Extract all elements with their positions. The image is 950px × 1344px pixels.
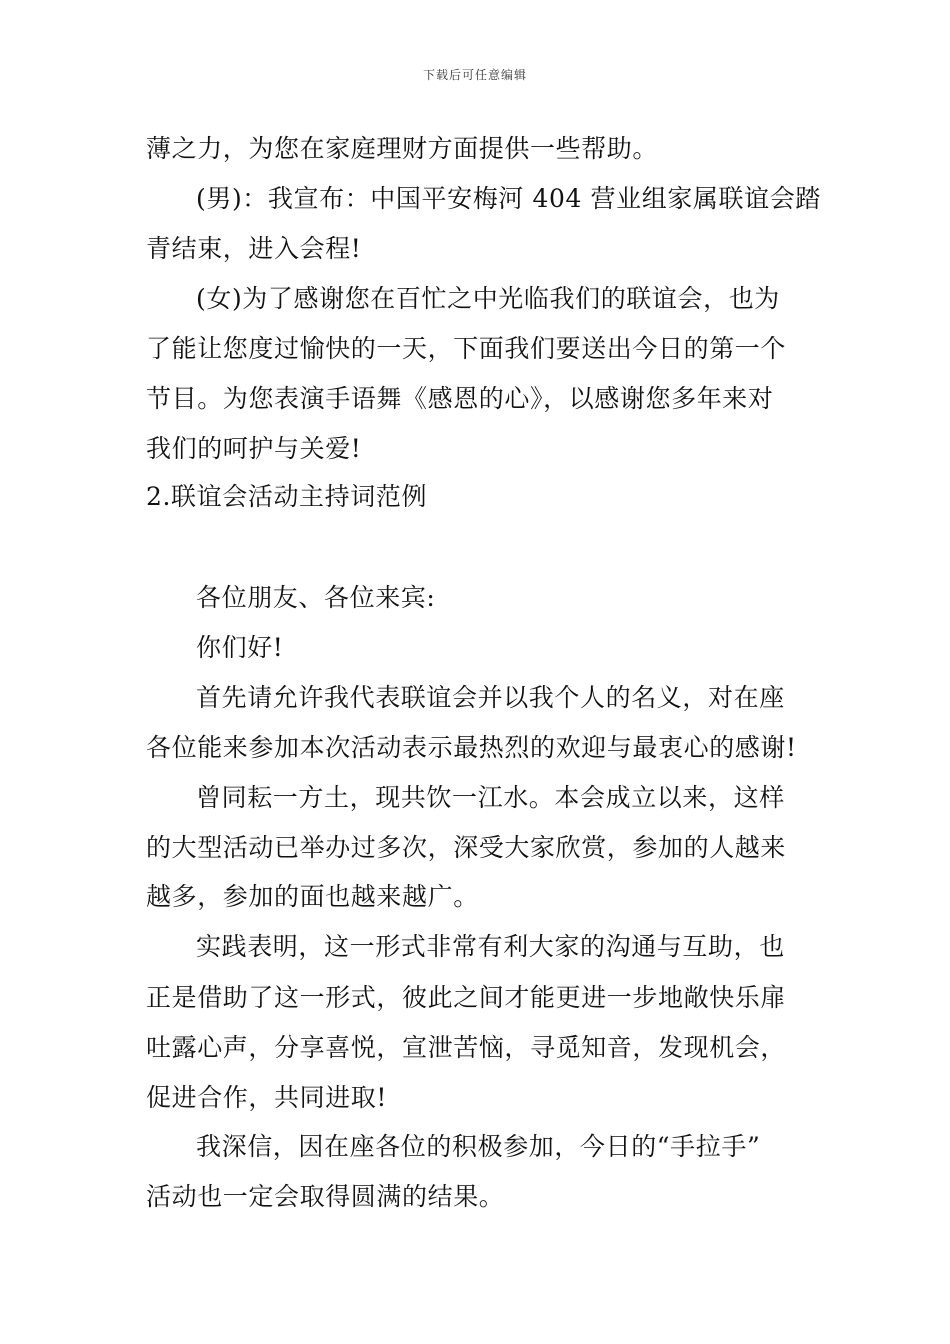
body-line: (男)：我宣布：中国平安梅河 404 营业组家属联谊会踏 xyxy=(196,184,821,213)
body-line: 正是借助了这一形式，彼此之间才能更进一步地敞快乐扉 xyxy=(146,983,787,1012)
body-line: 越多，参加的面也越来越广。 xyxy=(146,882,479,911)
body-line: 我们的呵护与关爱! xyxy=(146,434,362,463)
body-line: 青结束，进入会程! xyxy=(146,234,362,263)
body-line: 了能让您度过愉快的一天，下面我们要送出今日的第一个 xyxy=(146,334,787,363)
body-line: 促进合作，共同进取! xyxy=(146,1083,388,1112)
body-line: 薄之力，为您在家庭理财方面提供一些帮助。 xyxy=(146,134,659,163)
body-line: 你们好! xyxy=(196,633,284,662)
body-line: 节目。为您表演手语舞《感恩的心》，以感谢您多年来对 xyxy=(146,384,774,413)
body-line: 各位朋友、各位来宾: xyxy=(196,583,436,612)
body-line: 曾同耘一方土，现共饮一江水。本会成立以来，这样 xyxy=(196,783,785,812)
section-heading: 2.联谊会活动主持词范例 xyxy=(146,482,428,511)
body-line: 吐露心声，分享喜悦，宣泄苦恼，寻觅知音，发现机会， xyxy=(146,1033,787,1062)
body-line: 实践表明，这一形式非常有利大家的沟通与互助，也 xyxy=(196,932,785,961)
page-header-note: 下载后可任意编辑 xyxy=(422,68,527,82)
body-line: 的大型活动已举办过多次，深受大家欣赏，参加的人越来 xyxy=(146,833,787,862)
body-line: 我深信，因在座各位的积极参加，今日的“手拉手” xyxy=(196,1132,761,1161)
body-line: (女)为了感谢您在百忙之中光临我们的联谊会，也为 xyxy=(196,284,780,313)
body-line: 首先请允许我代表联谊会并以我个人的名义，对在座 xyxy=(196,683,785,712)
body-line: 各位能来参加本次活动表示最热烈的欢迎与最衷心的感谢! xyxy=(146,733,797,762)
body-line: 活动也一定会取得圆满的结果。 xyxy=(146,1182,505,1211)
